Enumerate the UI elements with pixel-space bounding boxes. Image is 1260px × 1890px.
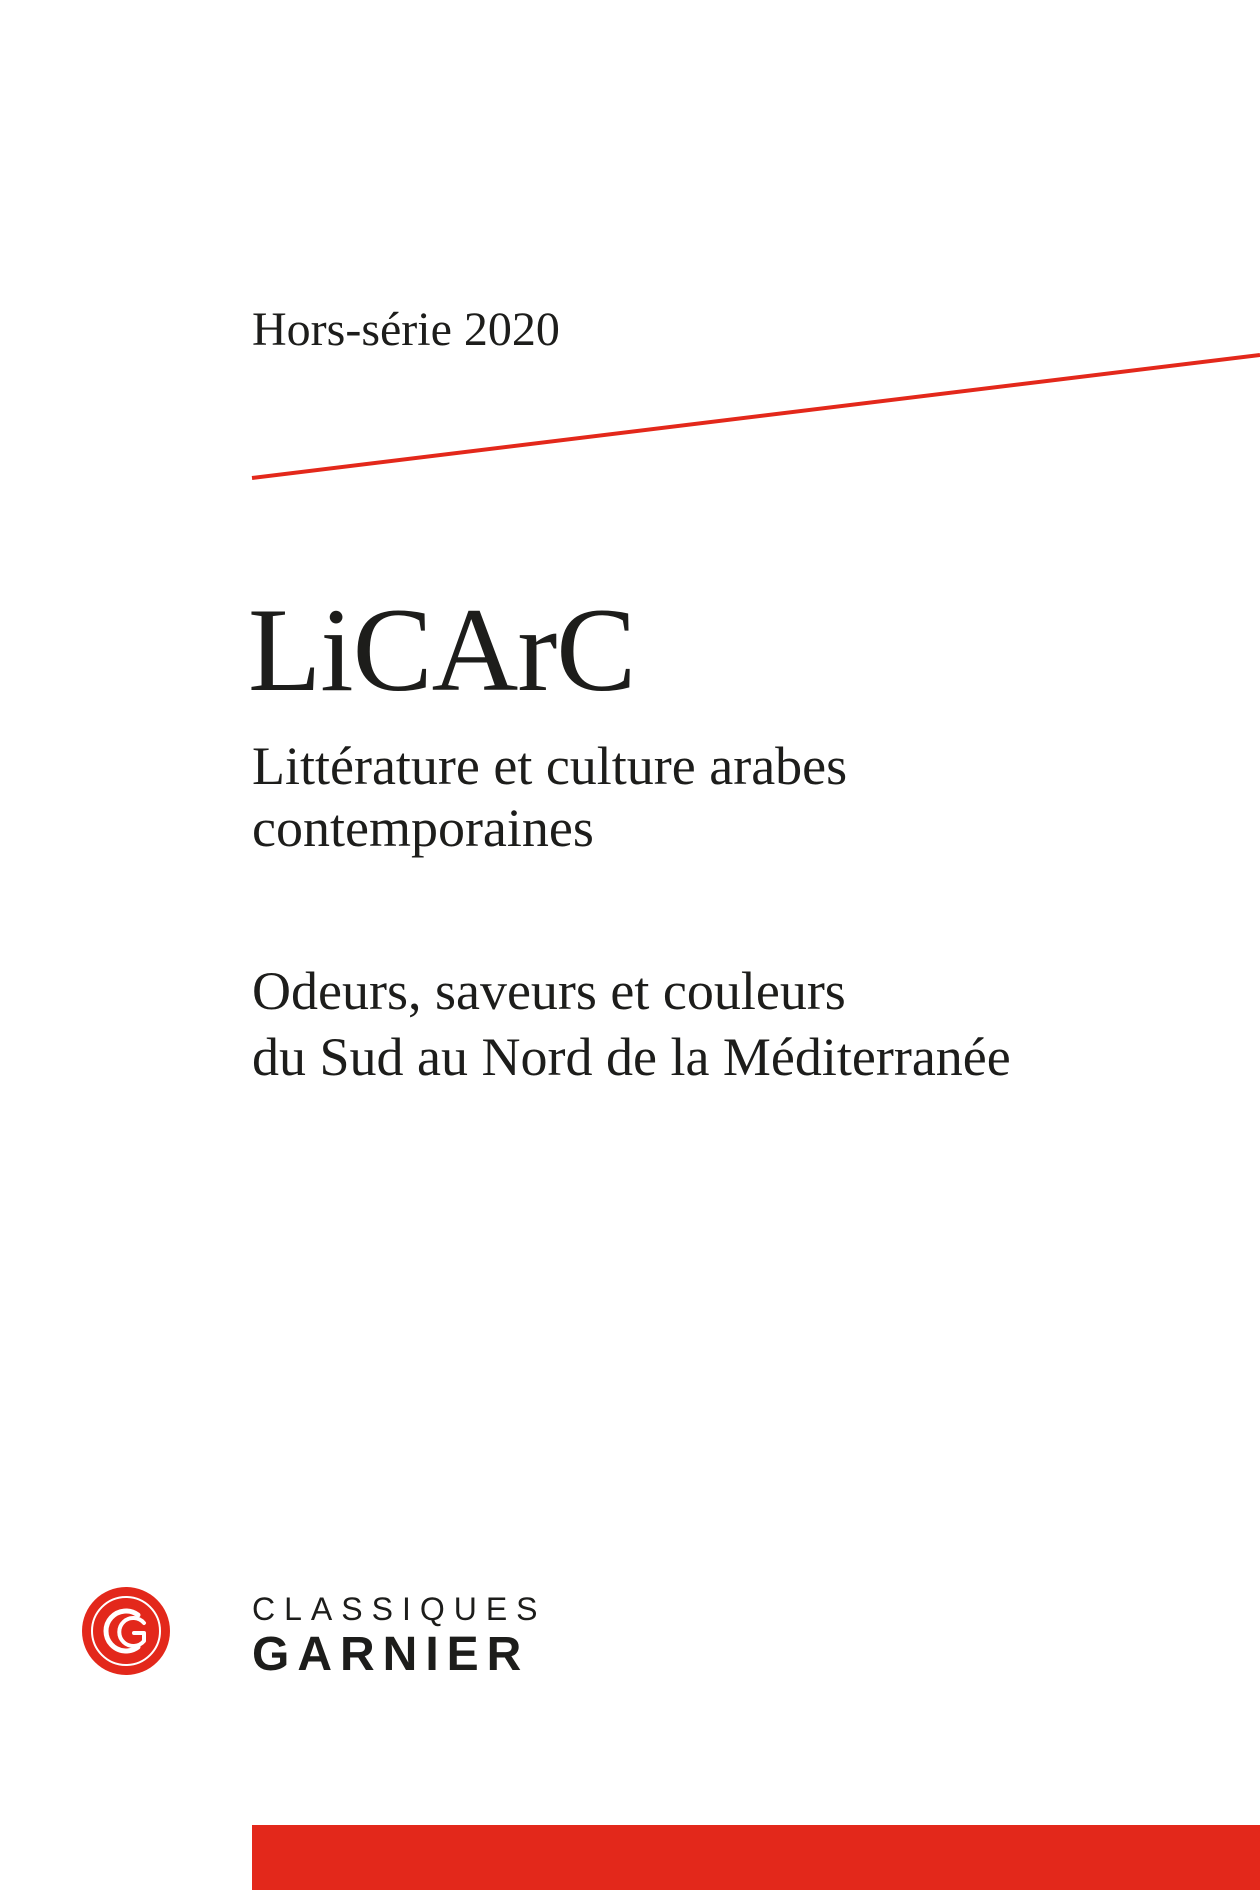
- volume-title-line-1: Odeurs, saveurs et couleurs: [252, 961, 846, 1021]
- journal-title: LiCArC: [248, 583, 636, 716]
- volume-title-line-2: du Sud au Nord de la Méditerranée: [252, 1027, 1011, 1087]
- subtitle-line-1: Littérature et culture arabes: [252, 736, 848, 796]
- issue-label: Hors-série 2020: [252, 303, 560, 356]
- publisher-name-line-1: CLASSIQUES: [252, 1591, 547, 1627]
- red-diagonal-rule: [0, 0, 1260, 500]
- publisher-block: [80, 1585, 680, 1695]
- red-bottom-band: [252, 1825, 1260, 1890]
- journal-subtitle: [252, 735, 847, 859]
- volume-title: [252, 958, 1011, 1090]
- subtitle-line-2: contemporaines: [252, 798, 594, 858]
- publisher-name-line-2: GARNIER: [252, 1628, 530, 1681]
- classiques-garnier-logo-icon: [80, 1585, 172, 1677]
